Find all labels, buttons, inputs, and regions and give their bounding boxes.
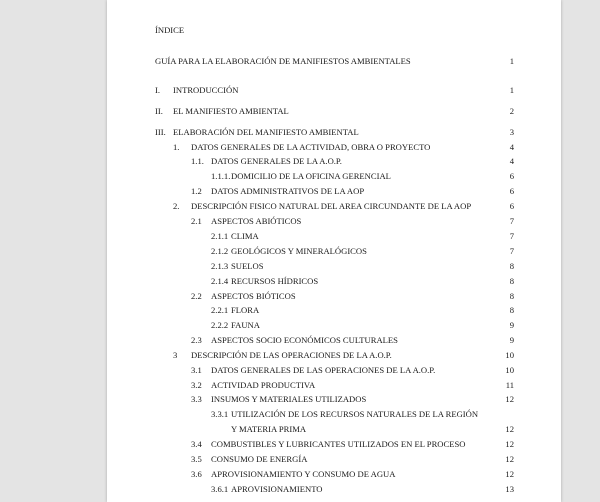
toc-entry[interactable]: [107, 304, 561, 316]
toc-entry-title: INTRODUCCIÓN: [173, 85, 239, 95]
toc-entry-number: 3.1: [191, 365, 202, 375]
toc-entry-number: 2.2: [191, 291, 202, 301]
toc-entry-number: 1.: [173, 142, 180, 152]
toc-entry-page-number: 3: [509, 127, 514, 137]
toc-entry-title: APROVISIONAMIENTO: [231, 484, 323, 494]
toc-entry-number: 3.3: [191, 394, 202, 404]
toc-entry-page-number: 8: [509, 291, 514, 301]
toc-entry-number: 1.2: [191, 186, 202, 196]
toc-entry[interactable]: [107, 230, 561, 242]
toc-entry-number: 3: [173, 350, 178, 360]
toc-entry-title: SUELOS: [231, 261, 264, 271]
toc-entry-page-number: 6: [509, 186, 514, 196]
toc-entry-title: APROVISIONAMIENTO Y CONSUMO DE AGUA: [211, 469, 396, 479]
toc-entry-title: DESCRIPCIÓN DE LAS OPERACIONES DE LA A.O.P.: [191, 350, 392, 360]
toc-entry-number: 3.2: [191, 380, 202, 390]
toc-entry-title: UTILIZACIÓN DE LOS RECURSOS NATURALES DE LA REGIÓN: [231, 409, 479, 419]
toc-entry[interactable]: [107, 290, 561, 302]
toc-entry-number: 2.1.3: [211, 261, 229, 271]
toc-entry[interactable]: [107, 453, 561, 465]
toc-entry-title: RECURSOS HÍDRICOS: [231, 276, 319, 286]
toc-entry-page-number: 4: [509, 156, 514, 166]
toc-entry-number: 2.1.2: [211, 246, 229, 256]
toc-entry[interactable]: [107, 364, 561, 376]
toc-entry-title: EL MANIFIESTO AMBIENTAL: [173, 106, 289, 116]
toc-entry-page-number: 12: [505, 454, 514, 464]
toc-entry-page-number: 7: [509, 231, 514, 241]
toc-entry-number: 1.1.1.: [211, 171, 231, 181]
toc-entry-title: GEOLÓGICOS Y MINERALÓGICOS: [231, 246, 367, 256]
toc-entry[interactable]: [107, 84, 561, 96]
toc-entry-title: CLIMA: [231, 231, 259, 241]
toc-entry-page-number: 12: [505, 439, 514, 449]
toc-entry[interactable]: [107, 275, 561, 287]
toc-entry-page-number: 10: [505, 365, 514, 375]
toc-entry[interactable]: [107, 55, 561, 67]
toc-entry-page-number: 2: [509, 106, 514, 116]
toc-entry[interactable]: [107, 438, 561, 450]
toc-entry-title: ASPECTOS ABIÓTICOS: [211, 216, 302, 226]
toc-entry-number: 1.1.: [191, 156, 204, 166]
toc-entry-number: 2.2.1: [211, 305, 229, 315]
toc-entry[interactable]: [107, 170, 561, 182]
toc-entry-number: 3.3.1: [211, 409, 229, 419]
toc-entry[interactable]: [107, 319, 561, 331]
toc-entry-title: DATOS GENERALES DE LA ACTIVIDAD, OBRA O PROYECTO: [191, 142, 431, 152]
toc-entry-number: I.: [155, 85, 161, 95]
toc-entry-page-number: 12: [505, 424, 514, 434]
toc-entry[interactable]: [107, 215, 561, 227]
toc-entry-number: 2.3: [191, 335, 202, 345]
toc-entry-page-number: 1: [509, 56, 514, 66]
toc-entry[interactable]: [107, 155, 561, 167]
toc-entry-title: ELABORACIÓN DEL MANIFIESTO AMBIENTAL: [173, 127, 359, 137]
toc-entry-number: 2.1.4: [211, 276, 229, 286]
toc-entry[interactable]: [107, 245, 561, 257]
toc-entry-title: ASPECTOS SOCIO ECONÓMICOS CULTURALES: [211, 335, 398, 345]
toc-entry-page-number: 7: [509, 216, 514, 226]
toc-entry-title: FLORA: [231, 305, 260, 315]
toc-entry-title: COMBUSTIBLES Y LUBRICANTES UTILIZADOS EN EL PROCESO: [211, 439, 466, 449]
toc-entry-page-number: 4: [509, 142, 514, 152]
toc-entry[interactable]: [107, 141, 561, 153]
toc-entry-title: ASPECTOS BIÓTICOS: [211, 291, 296, 301]
toc-entry[interactable]: [107, 393, 561, 405]
toc-entry-number: 2.: [173, 201, 180, 211]
toc-entry-title: INSUMOS Y MATERIALES UTILIZADOS: [211, 394, 367, 404]
toc-entry-page-number: 10: [505, 350, 514, 360]
toc-entry-number: 2.2.2: [211, 320, 229, 330]
toc-entry-title: DESCRIPCIÓN FISICO NATURAL DEL AREA CIRCUNDANTE DE LA AOP: [191, 201, 472, 211]
toc-entry[interactable]: [107, 260, 561, 272]
toc-entry-page-number: 8: [509, 276, 514, 286]
toc-entry[interactable]: [107, 126, 561, 138]
toc-entry-number: 3.5: [191, 454, 202, 464]
toc-entry-page-number: 9: [509, 320, 514, 330]
toc-entry[interactable]: [107, 483, 561, 495]
toc-entry-number: 3.6: [191, 469, 202, 479]
toc-entry-number: 2.1.1: [211, 231, 229, 241]
toc-entry-page-number: 8: [509, 261, 514, 271]
toc-entry-page-number: 12: [505, 469, 514, 479]
toc-entry-number: III.: [155, 127, 166, 137]
toc-entry-number: 2.1: [191, 216, 202, 226]
toc-entry[interactable]: [107, 200, 561, 212]
toc-entry-page-number: 6: [509, 201, 514, 211]
toc-entry-page-number: 1: [509, 85, 514, 95]
toc-entry[interactable]: [107, 105, 561, 117]
toc-entry-title: FAUNA: [231, 320, 260, 330]
toc-entry[interactable]: [107, 185, 561, 197]
toc-entry-page-number: 13: [505, 484, 514, 494]
toc-entry-page-number: 6: [509, 171, 514, 181]
toc-entry-title: Y MATERIA PRIMA: [231, 424, 307, 434]
toc-entry-title: GUÍA PARA LA ELABORACIÓN DE MANIFIESTOS AMBIENTALES: [155, 56, 411, 66]
toc-entry-page-number: 9: [509, 335, 514, 345]
toc-entry-page-number: 7: [509, 246, 514, 256]
toc-entry[interactable]: [107, 379, 561, 391]
toc-entry[interactable]: [107, 334, 561, 346]
toc-entry[interactable]: [107, 349, 561, 361]
toc-entry-page-number: 12: [505, 394, 514, 404]
toc-entry-title: ACTIVIDAD PRODUCTIVA: [211, 380, 316, 390]
toc-entry[interactable]: [107, 468, 561, 480]
toc-entry-number: 3.6.1: [211, 484, 229, 494]
toc-entry[interactable]: [107, 408, 561, 420]
toc-entry-title: CONSUMO DE ENERGÍA: [211, 454, 308, 464]
toc-entry[interactable]: [107, 423, 561, 435]
index-heading: ÍNDICE: [155, 25, 185, 35]
toc-entry-title: DATOS GENERALES DE LAS OPERACIONES DE LA A.O.P.: [211, 365, 436, 375]
toc-entry-page-number: 11: [505, 380, 514, 390]
toc-entry-title: DATOS GENERALES DE LA A.O.P.: [211, 156, 342, 166]
toc-entry-title: DOMICILIO DE LA OFICINA GERENCIAL: [231, 171, 391, 181]
toc-entry-page-number: 8: [509, 305, 514, 315]
document-page: [107, 0, 561, 502]
toc-entry-number: 3.4: [191, 439, 202, 449]
toc-entry-title: DATOS ADMINISTRATIVOS DE LA AOP: [211, 186, 365, 196]
toc-entry-number: II.: [155, 106, 163, 116]
